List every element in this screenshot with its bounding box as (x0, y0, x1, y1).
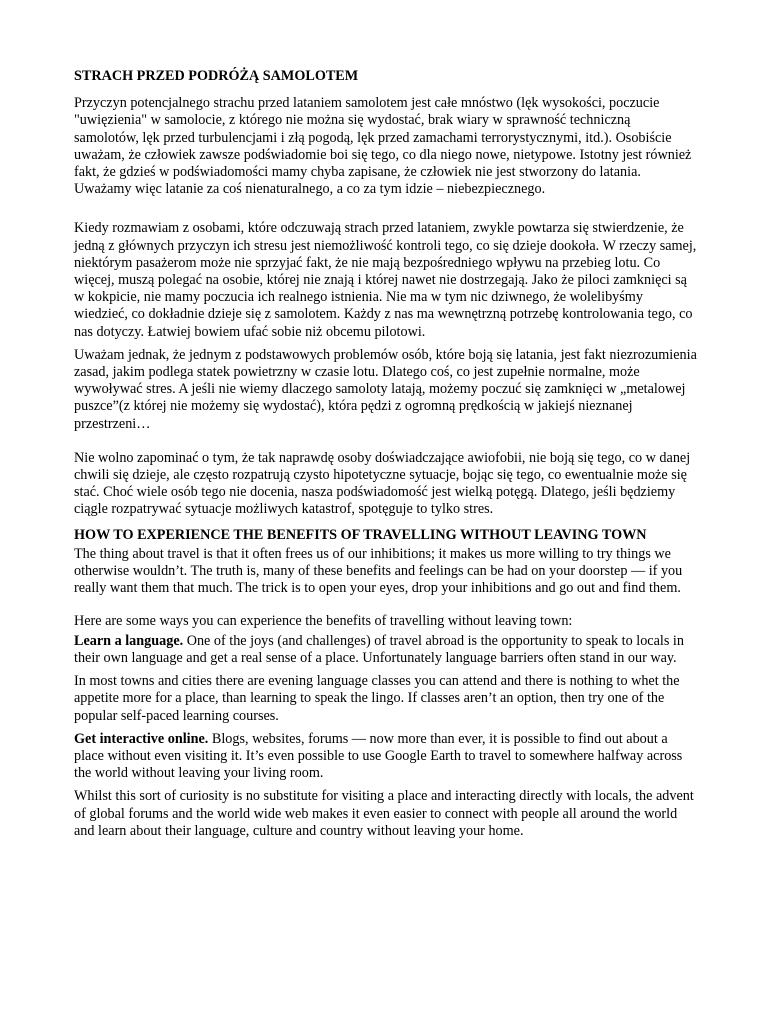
polish-paragraph-4: Nie wolno zapominać o tym, że tak naprawdę osoby doświadczające awiofobii, nie boją się tego, co w danej chwili się dzieje, ale często rozpatrują czysto hipotetyczne sytuacje, bojąc się tego, co ewentualnie może się stać. Choć wiele osób tego nie docenia, nasza podświadomość jest wielką potęgą. Dlatego, jeśli będziemy ciągle rozpatrywać sytuacje możliwych katastrof, spotęguje to tylko stres. (74, 449, 691, 518)
polish-paragraph-2: Kiedy rozmawiam z osobami, które odczuwają strach przed lataniem, zwykle powtarza się stwierdzenie, że jedną z głównych przyczyn ich stresu jest niemożliwość kontroli tego, co się dzieje dookoła. W rzeczy samej, niektórym pasażerom może nie sprzyjać fakt, że nie mają bezpośredniego wpływu na przebieg lotu. Co więcej, muszą polegać na osobie, której nie znają i której nawet nie dostrzegają. Jako że piloci zamknięci są w kokpicie, nie mamy poczucia ich realnego istnienia. Nie ma w tym nic dziwnego, że wolelibyśmy wiedzieć, co dokładnie dzieje się z samolotem. Każdy z nas ma wewnętrzną potrzebę kontrolowania tego, co nas dotyczy. Łatwiej bowiem ufać sobie niż obcemu pilotowi. (74, 220, 697, 340)
polish-paragraph-1: Przyczyn potencjalnego strachu przed lataniem samolotem jest całe mnóstwo (lęk wysokości, poczucie "uwięzienia" w samolocie, z którego nie można się wydostać, brak wiary w sprawność techniczną samolotów, lęk przed turbulencjami i złą pogodą, lęk przed zamachami terrorystycznymi, itd.). Osobiście uważam, że człowiek zawsze podświadomie boi się tego, co dla niego nowe, nietypowe. Istotny jest również fakt, że gdzieś w podświadomości mamy chyba zapisane, że człowiek nie jest stworzony do latania. Uważamy więc latanie za coś nienaturalnego, a co za tym idzie – niebezpiecznego. (74, 95, 692, 198)
learn-language-text: One of the joys (and challenges) of travel abroad is the opportunity to speak to locals in their own language and get a real sense of a place. Unfortunately language barriers often stand in our way. (74, 632, 684, 666)
english-paragraph-1: The thing about travel is that it often frees us of our inhibitions; it makes us more willing to try things we otherwise wouldn’t. The truth is, many of these benefits and feelings can be had on your doorstep — if you really want them that much. The trick is to open your eyes, drop your inhibitions and go out and find them. (74, 545, 683, 597)
polish-paragraph-3: Uważam jednak, że jednym z podstawowych problemów osób, które boją się latania, jest fakt niezrozumienia zasad, jakim podlega statek powietrzny w czasie lotu. Dlatego coś, co jest zupełnie normalne, może wywoływać stres. A jeśli nie wiemy dlaczego samoloty latają, możemy poczuć się zamknięci w „metalowej puszce”(z której nie możemy się wydostać), która pędzi z ogromną prędkością w jakiejś nieznanej przestrzeni… (74, 346, 697, 432)
get-online-paragraph (74, 731, 698, 783)
learn-language-paragraph (74, 633, 698, 667)
english-paragraph-2: Here are some ways you can experience the benefits of travelling without leaving town: (74, 613, 573, 630)
english-paragraph-3: In most towns and cities there are evening language classes you can attend and there is nothing to whet the appetite more for a place, than learning to speak the lingo. If classes aren’t an option, then try one of the popular self-paced learning courses. (74, 673, 680, 724)
english-section-title: HOW TO EXPERIENCE THE BENEFITS OF TRAVELLING WITHOUT LEAVING TOWN (74, 526, 647, 543)
english-paragraph-4: Whilst this sort of curiosity is no substitute for visiting a place and interacting directly with locals, the advent of global forums and the world wide web makes it even easier to connect with people all around the world and learn about their language, culture and country without leaving your home. (74, 788, 694, 839)
get-online-lead: Get interactive online. (74, 730, 209, 747)
get-online-text: Blogs, websites, forums — now more than ever, it is possible to find out about a place without even visiting it. It’s even possible to use Google Earth to travel to somewhere halfway across the world without leaving your living room. (74, 730, 683, 782)
learn-language-lead: Learn a language. (74, 632, 184, 649)
polish-section-title: STRACH PRZED PODRÓŻĄ SAMOLOTEM (74, 68, 359, 84)
